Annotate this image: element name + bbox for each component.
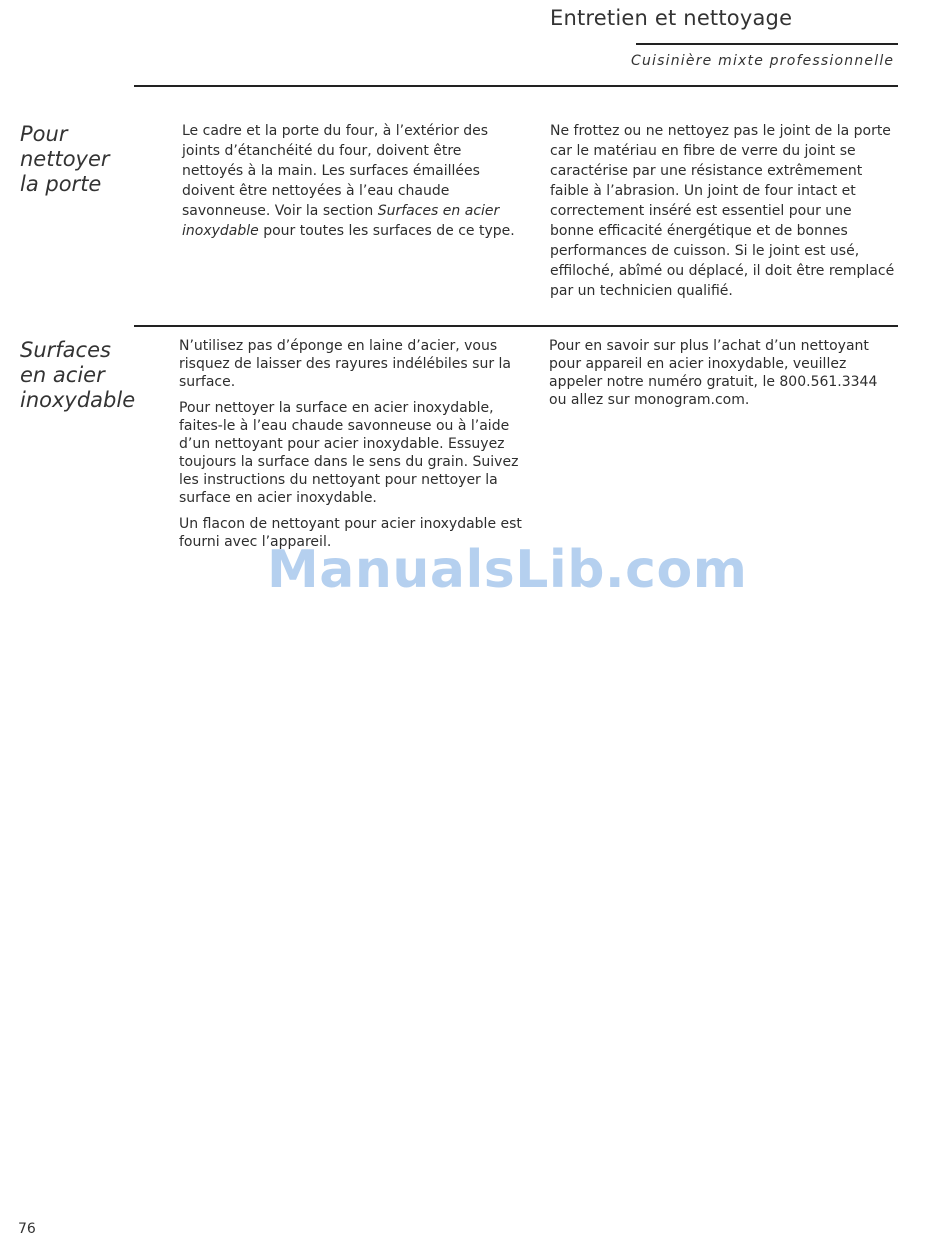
- section-title-stainless-steel: Surfaces en acier inoxydable: [20, 338, 136, 412]
- section-divider-middle: [134, 325, 898, 327]
- stainless-section-reference: Surfaces en acier inoxydable: [182, 203, 500, 239]
- section-door-left-column: [182, 121, 527, 241]
- door-cleaning-text-part2: pour toutes les surfaces de ce type.: [258, 223, 515, 239]
- watermark-logo: ManualsLib.com: [267, 540, 748, 600]
- purchase-cleaner-paragraph: Pour en savoir sur plus l’achat d’un nettoyant pour appareil en acier inoxydable, veuillez appeler notre numéro gratuit, le 800.561.3344 ou allez sur monogram.com.: [549, 338, 878, 408]
- stainless-cleaning-paragraph: Pour nettoyer la surface en acier inoxydable, faites-le à l’eau chaude savonneuse ou à l’aide d’un nettoyant pour acier inoxydable. Essuyez toujours la surface dans le sens du grain. Suivez les instructions du nettoyant pour nettoyer la surface en acier inoxydable.: [179, 400, 519, 506]
- section-door-right-column: [550, 121, 895, 301]
- section-stainless-left-column: [179, 337, 531, 551]
- page-header-subtitle: Cuisinière mixte professionnelle: [631, 53, 895, 69]
- door-cleaning-text-part1: Le cadre et la porte du four, à l’extérior des joints d’étanchéité du four, doivent être nettoyés à la main. Les surfaces émaillées doivent être nettoyées à l’eau chaude savonneuse. Voir la section: [182, 123, 489, 219]
- section-stainless-right-column: [549, 337, 894, 409]
- door-cleaning-paragraph: [182, 121, 527, 241]
- cleaner-included-paragraph: Un flacon de nettoyant pour acier inoxydable est fourni avec l’appareil.: [179, 516, 522, 550]
- section-title-door-cleaning: Pour nettoyer la porte: [20, 122, 110, 196]
- page-header-title: Entretien et nettoyage: [550, 6, 793, 30]
- section-divider-top: [134, 85, 898, 87]
- door-gasket-paragraph: Ne frottez ou ne nettoyez pas le joint de la porte car le matériau en fibre de verre du joint se caractérise par une résistance extrêmement faible à l’abrasion. Un joint de four intact et correctement inséré est essentiel pour une bonne efficacité énergétique et de bonnes performances de cuisson. Si le joint est usé, effiloché, abîmé ou déplacé, il doit être remplacé par un technicien qualifié.: [550, 123, 895, 299]
- header-divider: [636, 43, 898, 45]
- steel-wool-warning-paragraph: N’utilisez pas d’éponge en laine d’acier, vous risquez de laisser des rayures indélébiles sur la surface.: [179, 338, 512, 390]
- page-number: 76: [18, 1221, 36, 1237]
